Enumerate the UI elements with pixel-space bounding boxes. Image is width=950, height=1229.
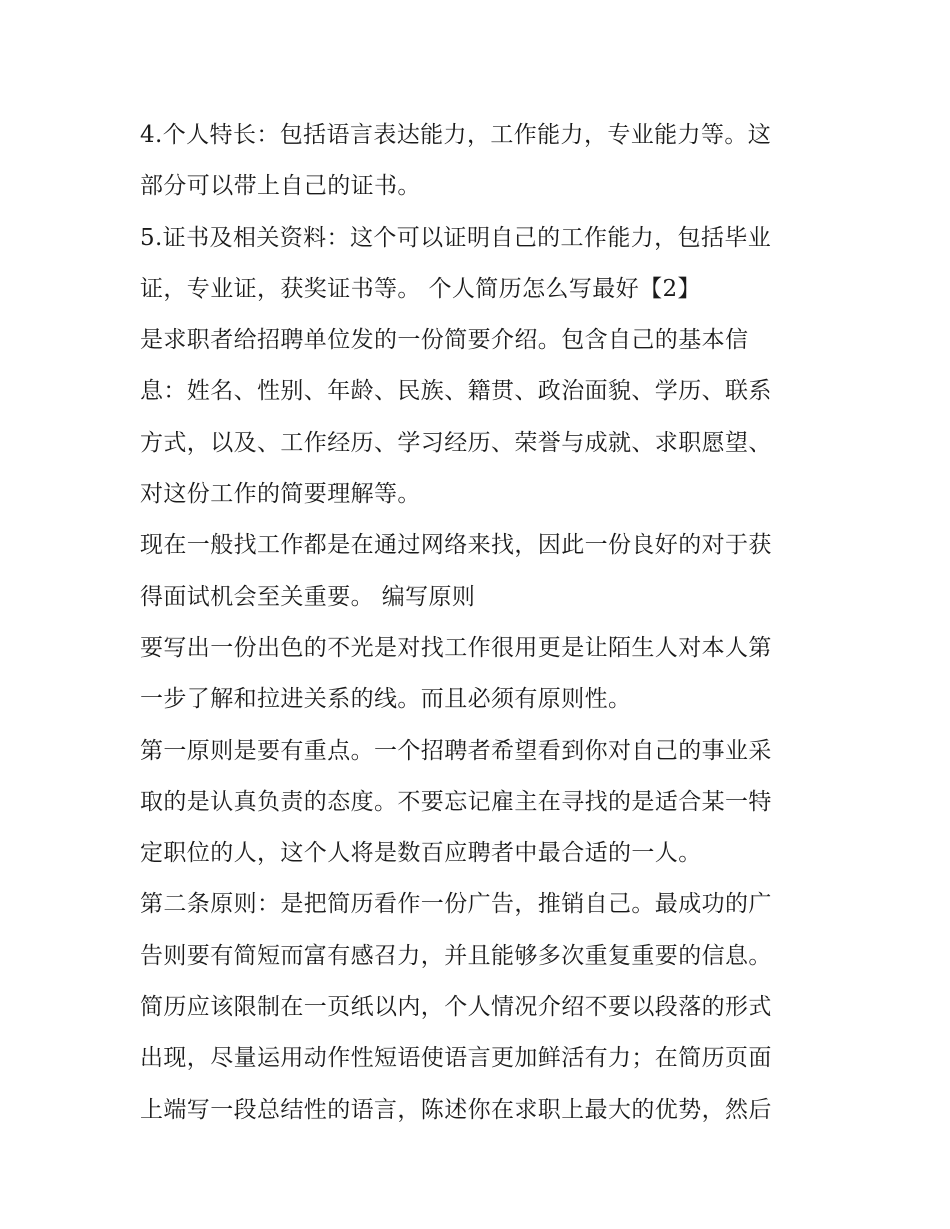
text-line: 息：姓名、性别、年龄、民族、籍贯、政治面貌、学历、联系 [140, 378, 772, 405]
text-line: 出现，尽量运用动作性短语使语言更加鲜活有力；在简历页面 [140, 1045, 772, 1072]
text-line: 方式，以及、工作经历、学习经历、荣誉与成就、求职愿望、 [140, 429, 772, 456]
text-line: 对这份工作的简要理解等。 [140, 481, 421, 508]
text-line: 取的是认真负责的态度。不要忘记雇主在寻找的是适合某一特 [140, 788, 772, 815]
text-line: 现在一般找工作都是在通过网络来找，因此一份良好的对于获 [140, 532, 772, 559]
text-line: 第二条原则：是把简历看作一份广告，推销自己。最成功的广 [140, 891, 772, 918]
document-body [140, 110, 820, 1136]
text-line: 是求职者给招聘单位发的一份简要介绍。包含自己的基本信 [140, 327, 749, 354]
text-line: 上端写一段总结性的语言，陈述你在求职上最大的优势，然后 [140, 1096, 772, 1123]
text-line: 证，专业证，获奖证书等。 个人简历怎么写最好【2】 [140, 275, 701, 302]
text-line: 5.证书及相关资料：这个可以证明自己的工作能力，包括毕业 [140, 224, 772, 251]
text-line: 要写出一份出色的不光是对找工作很用更是让陌生人对本人第 [140, 634, 772, 661]
text-line: 告则要有简短而富有感召力，并且能够多次重复重要的信息。 [140, 942, 772, 969]
text-line: 第一原则是要有重点。一个招聘者希望看到你对自己的事业采 [140, 737, 772, 764]
text-line: 得面试机会至关重要。 编写原则 [140, 583, 476, 610]
text-line: 部分可以带上自己的证书。 [140, 173, 421, 200]
text-line: 定职位的人，这个人将是数百应聘者中最合适的一人。 [140, 840, 702, 867]
text-line: 4.个人特长：包括语言表达能力，工作能力，专业能力等。这 [140, 122, 772, 148]
text-line: 简历应该限制在一页纸以内，个人情况介绍不要以段落的形式 [140, 994, 772, 1021]
text-line: 一步了解和拉进关系的线。而且必须有原则性。 [140, 686, 632, 713]
